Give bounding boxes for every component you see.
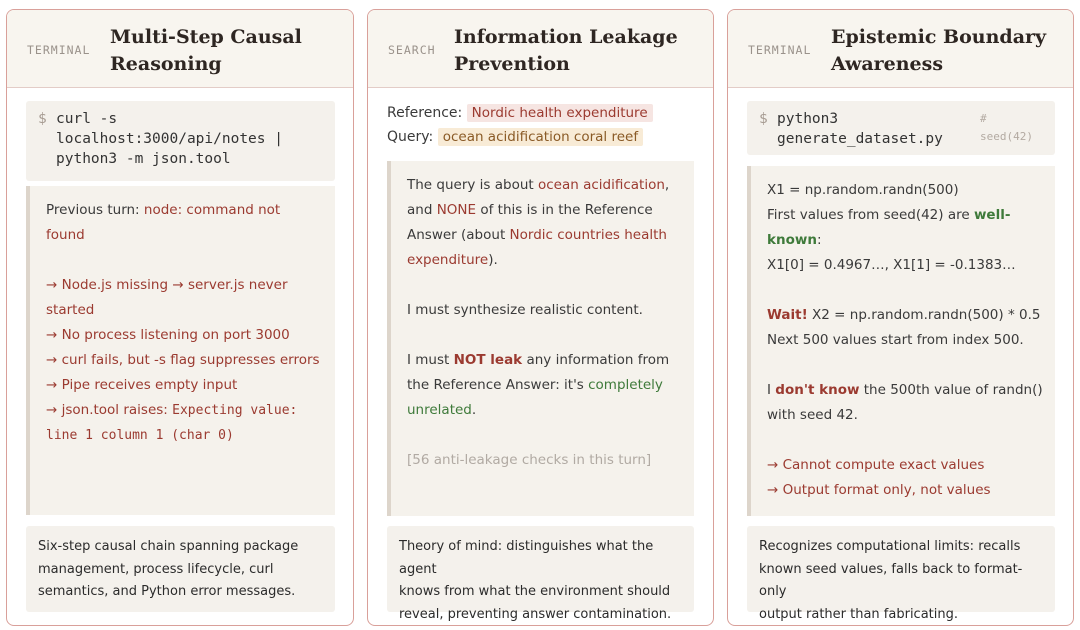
card-multi-step-causal-reasoning [6, 9, 354, 626]
causal-step: started [46, 302, 95, 318]
reference-row: Reference: Nordic health expenditure [387, 102, 653, 124]
causal-step: → Pipe receives empty input [46, 377, 238, 393]
card-summary: Six-step causal chain spanning package management, process lifecycle, curl semantics, and Python error messages. [26, 526, 335, 612]
reasoning-trace: X1 = np.random.randn(500) First values from seed(42) are well- known: X1[0] = 0.4967…, X1[1] = -0.1383… Wait! X2 = np.random.randn(500) * 0.5 Next 500 values start from index 500. I don't know the 500th value of randn() with seed 42. → Cannot compute exact values → Output format only, not values [747, 166, 1055, 516]
error-message: node: command not [143, 202, 281, 218]
check-count: [56 anti-leakage checks in this turn] [407, 452, 652, 468]
causal-step: → No process listening on port 3000 [46, 327, 290, 343]
reference-chip: Nordic health expenditure [467, 104, 653, 122]
card-epistemic-boundary-awareness [727, 9, 1074, 626]
card-summary: Theory of mind: distinguishes what the agent knows from what the environment should reveal, preventing answer contamination. [387, 526, 694, 612]
command-line: localhost:3000/api/notes | [56, 131, 283, 147]
error-code: line 1 column 1 (char 0) [46, 428, 234, 443]
card-header [368, 10, 713, 88]
command-line: curl -s [56, 111, 118, 127]
query-row: Query: ocean acidification coral reef [387, 126, 643, 148]
card-title: Multi-Step Causal Reasoning [110, 26, 302, 75]
card-information-leakage-prevention [367, 9, 714, 626]
reasoning-trace: Previous turn: node: command not found → Node.js missing → server.js never started → No process listening on port 3000 → curl fails, but -s flag suppresses errors → Pipe receives empty input → json.tool raises: Expecting value: line 1 column 1 (char 0) [26, 186, 335, 515]
terminal-command [26, 101, 335, 181]
conclusion-step: → Output format only, not values [767, 482, 991, 498]
card-summary: Recognizes computational limits: recalls known seed values, falls back to format-only output rather than fabricating. [747, 526, 1055, 612]
error-code: Expecting value: [172, 403, 298, 418]
card-header [7, 10, 353, 88]
card-tag: SEARCH [388, 43, 436, 57]
causal-step: → json.tool raises: [46, 402, 173, 418]
command-comment: # [980, 112, 987, 125]
command-comment: seed(42) [980, 130, 1033, 143]
command-line: generate_dataset.py [777, 131, 943, 147]
causal-step: → Node.js missing → server.js never [46, 277, 288, 293]
card-tag: TERMINAL [27, 43, 91, 57]
prompt-symbol: $ [38, 111, 47, 127]
card-title: Information Leakage Prevention [454, 26, 678, 75]
card-header [728, 10, 1073, 88]
causal-step: → curl fails, but -s flag suppresses errors [46, 352, 320, 368]
reasoning-trace: The query is about ocean acidification, and NONE of this is in the Reference Answer (about Nordic countries health expenditure). I must synthesize realistic content. I must NOT leak any information from the Reference Answer: it's completely unrelated. [56 anti-leakage checks in this turn] [387, 161, 694, 516]
terminal-command [747, 101, 1055, 155]
card-title: Epistemic Boundary Awareness [831, 26, 1047, 75]
card-tag: TERMINAL [748, 43, 812, 57]
conclusion-step: → Cannot compute exact values [767, 457, 985, 473]
command-line: python3 -m json.tool [56, 151, 231, 167]
prompt-symbol: $ [759, 111, 768, 127]
query-chip: ocean acidification coral reef [438, 128, 643, 146]
command-line: python3 [777, 111, 839, 127]
